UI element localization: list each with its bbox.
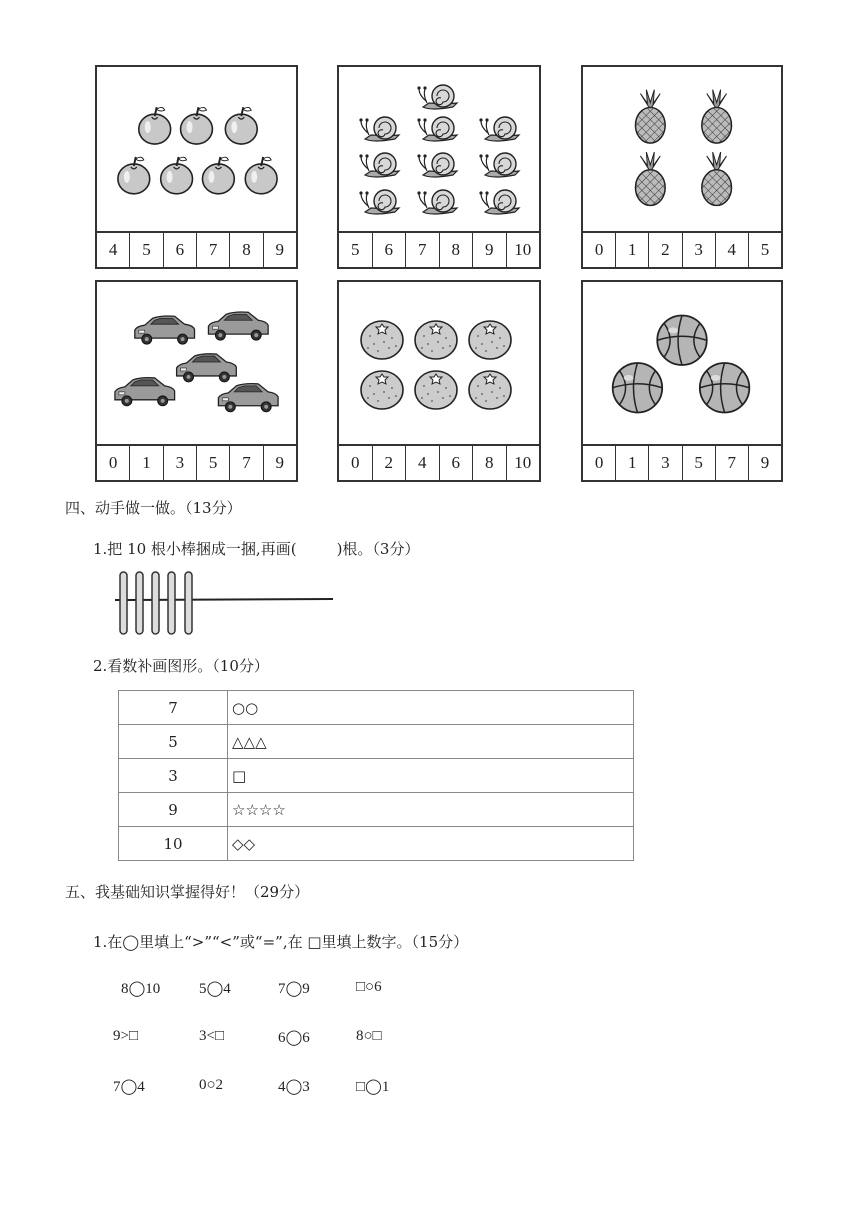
number-choice[interactable]: 4 [405, 446, 439, 480]
number-choice[interactable]: 8 [472, 446, 506, 480]
number-choice[interactable]: 9 [263, 233, 296, 267]
shape-count: 9 [119, 793, 228, 827]
shape-count: 5 [119, 725, 228, 759]
compare-item[interactable]: □○6 [356, 979, 382, 995]
compare-item[interactable]: 3<□ [199, 1028, 225, 1044]
shape-count: 10 [119, 827, 228, 861]
number-choice[interactable]: 1 [129, 446, 162, 480]
number-choice[interactable]: 4 [715, 233, 748, 267]
number-choice[interactable]: 3 [163, 446, 196, 480]
number-choice[interactable]: 4 [108, 240, 118, 259]
card-pineapples [581, 65, 783, 269]
snail-picture [339, 67, 539, 233]
number-choice[interactable]: 5 [748, 233, 781, 267]
table-row [119, 793, 634, 827]
basketball-picture [583, 282, 781, 446]
number-choice[interactable]: 10 [506, 446, 540, 480]
table-row [119, 725, 634, 759]
basketball-icon [583, 282, 781, 446]
number-choices [97, 231, 296, 267]
number-choice[interactable]: 7 [229, 446, 262, 480]
number-choice[interactable]: 7 [405, 233, 439, 267]
number-choice[interactable]: 0 [594, 453, 604, 472]
compare-item[interactable]: 6◯6 [278, 1030, 310, 1046]
orange-picture [339, 282, 539, 446]
shape-table [118, 690, 634, 861]
number-choice[interactable]: 9 [748, 446, 781, 480]
number-choice[interactable]: 0 [108, 453, 118, 472]
number-choice[interactable]: 6 [439, 446, 473, 480]
table-row [119, 827, 634, 861]
shape-cell[interactable]: ☆☆☆☆ [228, 793, 634, 827]
compare-item[interactable]: 9>□ [113, 1028, 139, 1044]
compare-item[interactable]: 4◯3 [278, 1079, 310, 1095]
car-icon [97, 282, 296, 446]
number-choice[interactable]: 10 [506, 233, 540, 267]
card-cars [95, 280, 298, 482]
apple-icon [97, 67, 296, 233]
section-4-title: 四、动手做一做。（13分） [65, 499, 242, 517]
card-basketballs [581, 280, 783, 482]
shape-cell[interactable]: ○○ [228, 691, 634, 725]
number-choices [339, 231, 539, 267]
number-choice[interactable]: 1 [615, 233, 648, 267]
card-apples [95, 65, 298, 269]
number-choice[interactable]: 2 [372, 446, 406, 480]
number-choice[interactable]: 9 [263, 446, 296, 480]
number-choice[interactable]: 9 [472, 233, 506, 267]
question-4-2: 2.看数补画图形。（10分） [93, 657, 269, 675]
compare-item[interactable]: 8◯10 [121, 981, 161, 997]
table-row [119, 759, 634, 793]
snail-icon [339, 67, 539, 233]
question-4-1-text: 1.把 10 根小棒捆成一捆,再画( [93, 540, 297, 558]
question-4-1-text-end: )根。（3分） [336, 540, 420, 558]
card-snails [337, 65, 541, 269]
apple-picture [97, 67, 296, 233]
shape-cell[interactable]: ◇◇ [228, 827, 634, 861]
card-oranges [337, 280, 541, 482]
car-picture [97, 282, 296, 446]
number-choice[interactable]: 8 [439, 233, 473, 267]
question-4-1 [93, 538, 419, 559]
number-choices [97, 444, 296, 480]
compare-item[interactable]: 8○□ [356, 1028, 382, 1044]
number-choice[interactable]: 3 [648, 446, 681, 480]
number-choice[interactable]: 6 [163, 233, 196, 267]
number-choice[interactable]: 2 [648, 233, 681, 267]
shape-cell[interactable]: □ [228, 759, 634, 793]
question-5-1: 1.在◯里填上“>”“<”或“=”,在 □里填上数字。（15分） [93, 933, 469, 951]
orange-icon [339, 282, 539, 446]
number-choice[interactable]: 1 [615, 446, 648, 480]
compare-item[interactable]: 7◯9 [278, 981, 310, 997]
number-choices [583, 231, 781, 267]
number-choice[interactable]: 7 [196, 233, 229, 267]
shape-count: 7 [119, 691, 228, 725]
shape-cell[interactable]: △△△ [228, 725, 634, 759]
number-choice[interactable]: 5 [129, 233, 162, 267]
table-row [119, 691, 634, 725]
number-choice[interactable]: 0 [594, 240, 604, 259]
number-choice[interactable]: 8 [229, 233, 262, 267]
section-5-title: 五、我基础知识掌握得好！（29分） [65, 883, 310, 901]
number-choice[interactable]: 5 [682, 446, 715, 480]
number-choice[interactable]: 7 [715, 446, 748, 480]
number-choices [339, 444, 539, 480]
number-choice[interactable]: 5 [351, 240, 360, 259]
pineapple-icon [583, 67, 781, 233]
compare-item[interactable]: 7◯4 [113, 1079, 145, 1095]
sticks-bundle-icon [110, 567, 340, 639]
compare-item[interactable]: 5◯4 [199, 981, 231, 997]
compare-item[interactable]: □◯1 [356, 1079, 390, 1095]
pineapple-picture [583, 67, 781, 233]
number-choice[interactable]: 5 [196, 446, 229, 480]
number-choice[interactable]: 6 [372, 233, 406, 267]
number-choice[interactable]: 0 [351, 453, 360, 472]
compare-item[interactable]: 0○2 [199, 1077, 224, 1093]
shape-count: 3 [119, 759, 228, 793]
number-choices [583, 444, 781, 480]
number-choice[interactable]: 3 [682, 233, 715, 267]
